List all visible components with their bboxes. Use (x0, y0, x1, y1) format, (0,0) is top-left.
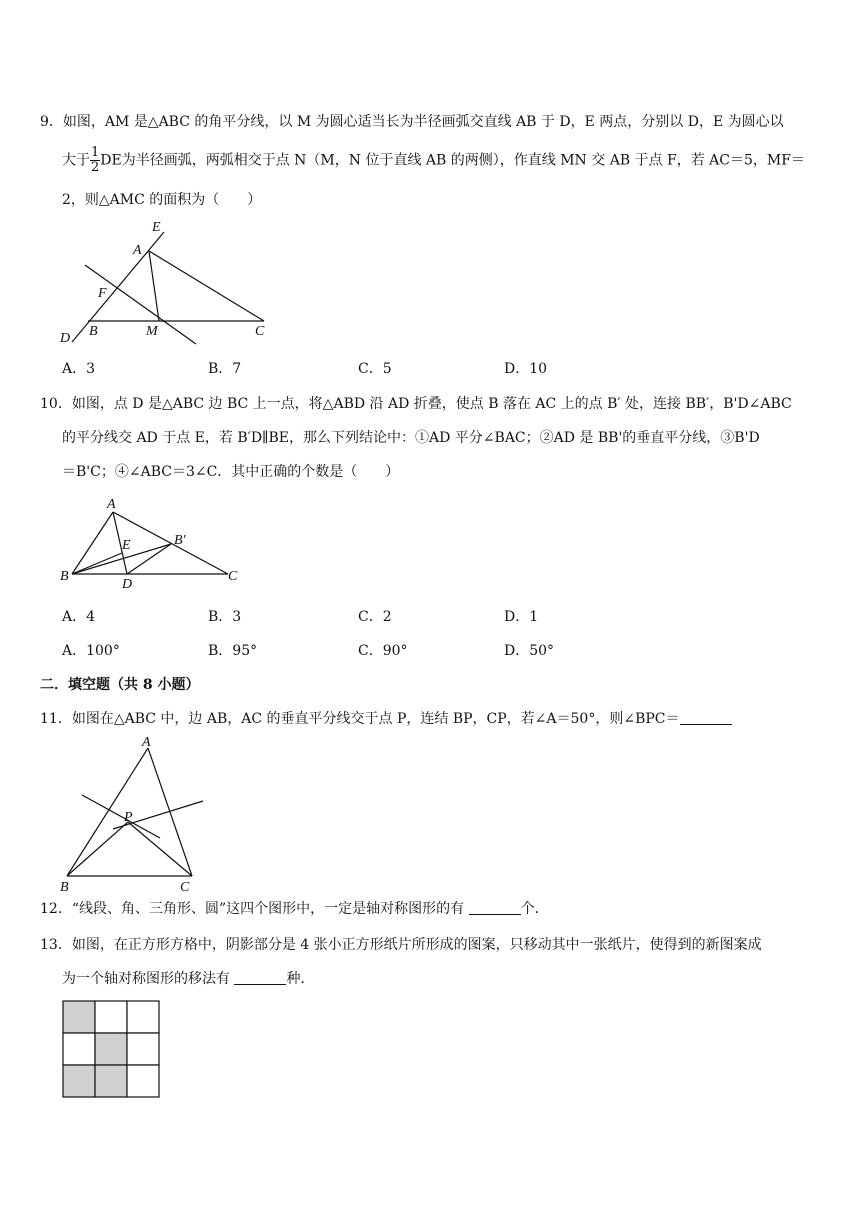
q9-label-e: E (152, 220, 161, 235)
q11-side-ab (67, 748, 148, 876)
q10-line3: ＝B'C；④∠ABC＝3∠C．其中正确的个数是（ ） (62, 464, 400, 480)
q13-line1: 13．如图，在正方形方格中，阴影部分是 4 张小正方形纸片所形成的图案，只移动其中一张纸片，使得到的新图案成 (40, 937, 762, 953)
q10-line2: 的平分线交 AD 于点 E，若 B′D∥BE，那么下列结论中：①AD 平分∠BAC；②AD 是 BB'的垂直平分线，③B'D (62, 430, 760, 446)
q9-option-b[interactable]: B．7 (208, 361, 242, 377)
grid-cell (95, 1001, 127, 1033)
grid-cell (127, 1065, 159, 1097)
q10-label-d: D (122, 577, 133, 592)
q11-label-c: C (180, 880, 190, 895)
q12-text-pre: 12．“线段、角、三角形、圆”这四个图形中，一定是轴对称图形的有 (40, 901, 469, 917)
q9-frac-den: 2 (91, 160, 100, 175)
q10-extra-option-c[interactable]: C．90° (358, 643, 408, 659)
grid-cell (63, 1033, 95, 1065)
q9-label-d: D (60, 331, 71, 346)
q9-label-c: C (255, 324, 265, 339)
q10-extra-option-d[interactable]: D．50° (504, 643, 555, 659)
q12-text-post: 个． (520, 901, 549, 917)
grid-cell-shaded (63, 1065, 95, 1097)
q9-line2-pre: 大于 (62, 152, 90, 169)
q10-line1: 10．如图，点 D 是△ABC 边 BC 上一点，将△ABD 沿 AD 折叠，使点 B 落在 AC 上的点 B′ 处，连接 BB′，B'D∠ABC (40, 396, 792, 412)
q11-text: 11．如图在△ABC 中，边 AB，AC 的垂直平分线交于点 P，连结 BP，CP，若∠A＝50°，则∠BPC＝ (40, 711, 680, 727)
q10-extra-option-a[interactable]: A．100° (62, 643, 120, 659)
q9-option-c[interactable]: C．5 (358, 361, 392, 377)
grid-cell (127, 1001, 159, 1033)
q9-label-m: M (146, 324, 158, 339)
grid-cell-shaded (63, 1001, 95, 1033)
q9-frac-num: 1 (91, 145, 100, 160)
q10-option-c[interactable]: C．2 (358, 609, 392, 625)
q13-text-post: 种． (286, 971, 315, 987)
q12-answer-blank[interactable] (469, 900, 521, 915)
q9-line2-post: 为半径画弧，两弧相交于点 N（M，N 位于直线 AB 的两侧），作直线 MN 交 AB 于点 F，若 AC＝5，MF＝ (121, 152, 805, 169)
q10-option-b[interactable]: B．3 (208, 609, 242, 625)
q13-line2 (62, 969, 314, 989)
q13-grid-figure (62, 1000, 162, 1100)
q12-line (40, 899, 549, 919)
q10-option-a[interactable]: A．4 (62, 609, 96, 625)
q13-answer-blank[interactable] (234, 970, 286, 985)
grid-cell-shaded (95, 1033, 127, 1065)
q9-frac-var: DE (100, 152, 122, 169)
q11-label-a: A (142, 735, 151, 750)
q10-label-bprime: B′ (174, 533, 186, 548)
q10-label-a: A (107, 497, 116, 512)
q11-label-b: B (60, 880, 69, 895)
q13-text-pre: 为一个轴对称图形的移法有 (62, 971, 235, 987)
q11-perp-ab (82, 795, 160, 838)
grid-cell (127, 1033, 159, 1065)
q10-option-d[interactable]: D．1 (504, 609, 539, 625)
q11-label-p: P (124, 810, 133, 825)
q10-label-e: E (122, 538, 131, 553)
grid-cell-shaded (95, 1065, 127, 1097)
q9-label-b: B (89, 324, 98, 339)
q11-line-bp (67, 822, 128, 876)
q9-option-a[interactable]: A．3 (62, 361, 96, 377)
q10-label-b: B (60, 569, 69, 584)
q9-label-f: F (98, 286, 107, 301)
section-heading: 二．填空题（共 8 小题） (40, 677, 200, 693)
q10-extra-option-b[interactable]: B．95° (208, 643, 258, 659)
q9-line3: 2，则△AMC 的面积为（ ） (62, 192, 262, 208)
q9-option-d[interactable]: D．10 (504, 361, 548, 377)
q10-label-c: C (228, 569, 238, 584)
q9-label-a: A (133, 243, 142, 258)
q9-line1: 9．如图，AM 是△ABC 的角平分线，以 M 为圆心适当长为半径画弧交直线 AB 于 D，E 两点，分别以 D，E 为圆心以 (40, 114, 784, 130)
